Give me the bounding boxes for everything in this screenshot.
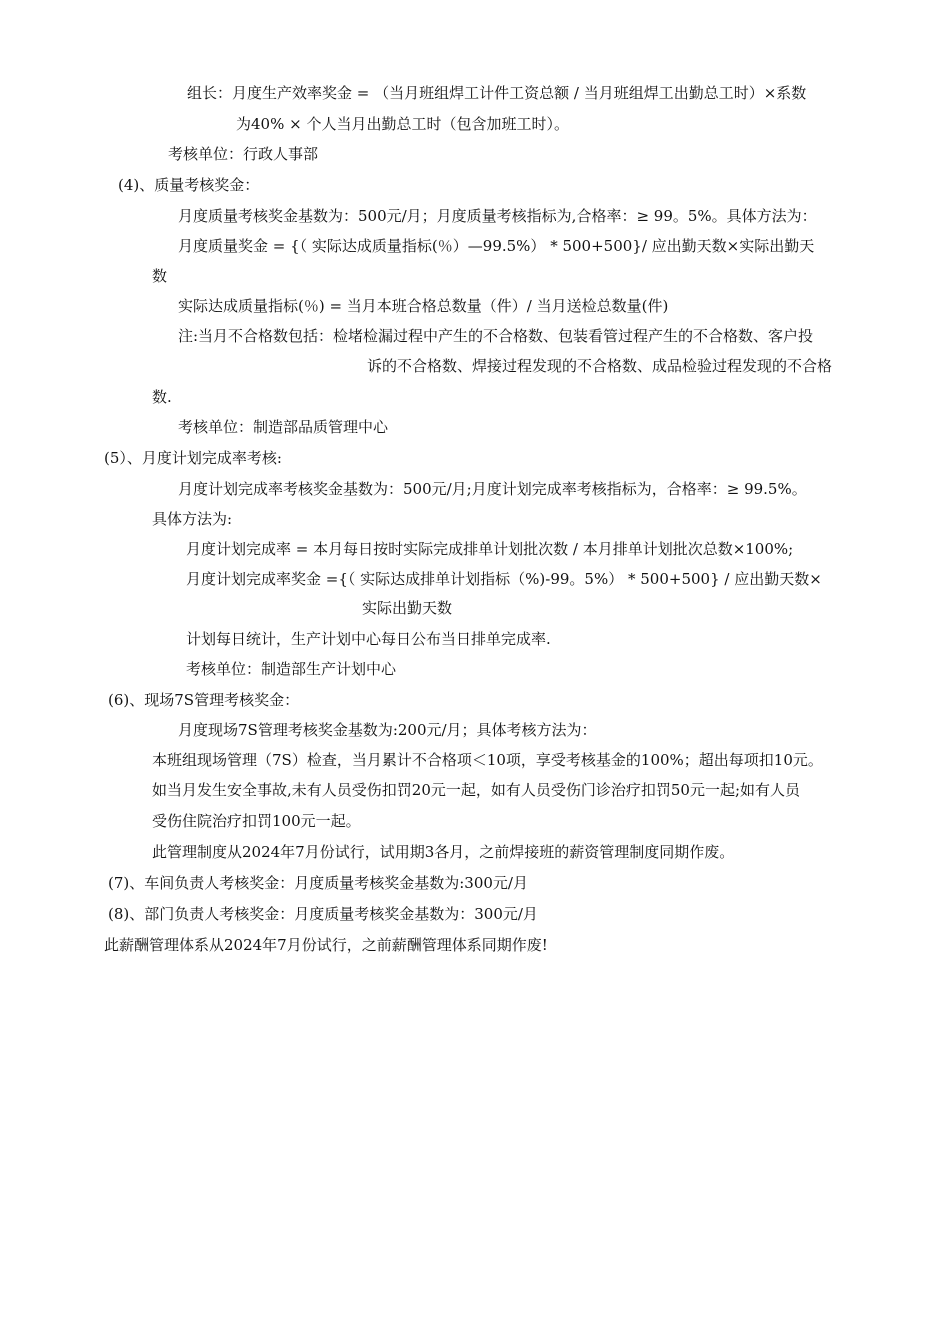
text-line: 计划每日统计，生产计划中心每日公布当日排单完成率. [186,630,551,648]
text-line: 数 [152,267,168,285]
text-line: 实际达成质量指标(％) = 当月本班合格总数量（件）/ 当月送检总数量(件) [178,297,669,315]
text-line: 本班组现场管理（7S）检查，当月累计不合格项＜10项，享受考核基金的100%；超出每项扣10元。 [152,751,823,769]
text-line: 诉的不合格数、焊接过程发现的不合格数、成品检验过程发现的不合格 [367,357,833,375]
text-line: (5）、月度计划完成率考核: [104,449,282,467]
text-line: 月度计划完成率奖金 ={（ 实际达成排单计划指标（%)-99。5%） * 500+500} / 应出勤天数× [186,570,822,588]
text-line: 如当月发生安全事故,未有人员受伤扣罚20元一起，如有人员受伤门诊治疗扣罚50元一起;如有人员 [152,781,800,799]
text-line: 此管理制度从2024年7月份试行，试用期3各月，之前焊接班的薪资管理制度同期作废。 [152,843,735,861]
text-line: 考核单位：制造部品质管理中心 [178,418,389,436]
text-line: 月度质量奖金 = {（ 实际达成质量指标(％）—99.5%） * 500+500}/ 应出勤天数×实际出勤天 [178,237,815,255]
text-line: 注:当月不合格数包括：检堵检漏过程中产生的不合格数、包装看管过程产生的不合格数、客户投 [178,327,814,345]
text-line: (7)、车间负责人考核奖金：月度质量考核奖金基数为:300元/月 [108,874,528,892]
text-line: 组长：月度生产效率奖金 = （当月班组焊工计件工资总额 / 当月班组焊工出勤总工时）×系数 [187,84,807,102]
text-line: (8)、部门负责人考核奖金：月度质量考核奖金基数为：300元/月 [108,905,538,923]
text-line: 数. [152,388,172,406]
text-line: 为40% × 个人当月出勤总工时（包含加班工时）。 [236,115,569,133]
text-line: 月度现场7S管理考核奖金基数为:200元/月；具体考核方法为： [178,721,597,739]
text-line: 此薪酬管理体系从2024年7月份试行，之前薪酬管理体系同期作废! [104,936,548,954]
text-line: 受伤住院治疗扣罚100元一起。 [152,812,361,830]
text-line: (4)、质量考核奖金： [118,176,260,194]
text-line: 月度质量考核奖金基数为：500元/月；月度质量考核指标为,合格率：≥ 99。5%。具体方法为： [178,207,817,225]
text-line: 月度计划完成率考核奖金基数为：500元/月;月度计划完成率考核指标为，合格率：≥ 99.5%。 [178,480,807,498]
text-line: 考核单位：制造部生产计划中心 [186,660,397,678]
text-line: 具体方法为: [152,510,233,528]
text-line: (6)、现场7S管理考核奖金： [108,691,300,709]
text-line: 月度计划完成率 = 本月每日按时实际完成排单计划批次数 / 本月排单计划批次总数×100%; [186,540,794,558]
text-line: 实际出勤天数 [362,599,453,617]
text-line: 考核单位：行政人事部 [168,145,319,163]
